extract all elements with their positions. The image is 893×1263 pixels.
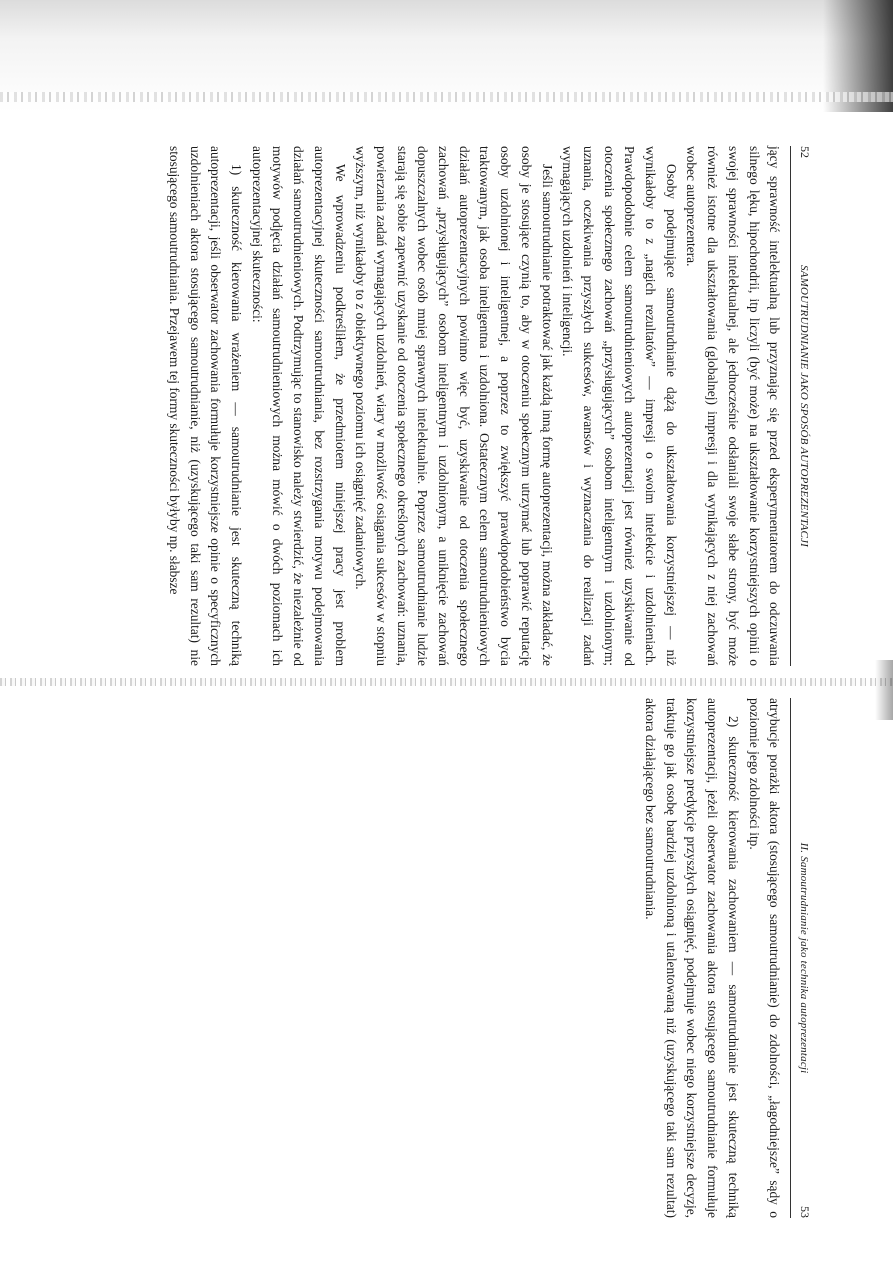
paragraph: Osoby podejmujące samoutrudnianie dążą do ukształtowania korzystniejszej — niż wynikałoby to z „nagich rezultatów” — impresji o swoim intelekcie i uzdolnieniach. Prawdopodobnie celem samoutrudnieniowych autoprezentacji jest również uzyskiwanie od otoczenia społecznego zachowań „przysługujących” osobom inteligentnym i uzdolnionym; uznania, oczekiwania przyszłych sukcesów, awansów i wyznaczania do realizacji zadań wymagających uzdolnień i inteligencji.: [560, 146, 679, 666]
binding-shadow-mid: [875, 660, 893, 720]
paragraph: 1) skuteczność kierowania wrażeniem — samoutrudnianie jest skuteczną techniką autoprezentacji, jeśli obserwator zachowania formułuje korzystniejsze opinie o specyficznych uzdolnieniach aktora stosującego samoutrudnianie, niż (uzyskującego taki sam rezultat) nie stosującego samoutrudniania. Przejawem tej formy skuteczności byłyby np. słabsze: [166, 146, 245, 666]
running-head-title: II. Samoutrudnianie jako technika autoprezentacji: [798, 842, 810, 1074]
paragraph: Jeśli samoutrudnianie potraktować jak każdą inną formę autoprezentacji, można zakładać, że osoby je stosujące czynią to, aby w otoczeniu społecznym utrzymać lub poprawić reputację osoby uzdolnionej i inteligentnej, a poprzez to zwiększyć prawdopodobieństwo bycia traktowanym, jak osoba inteligentna i uzdolniona. Ostatecznym celem samoutrudnieniowych działań autoprezentacyjnych powinno więc być, uzyskiwanie od otoczenia społecznego zachowań „przysługujących” osobom inteligentnym i uzdolnionym, a uniknięcie zachowań dopuszczalnych wobec osób mniej sprawnych intelektualnie. Poprzez samoutrudnianie ludzie starają się sobie zapewnić uzyskanie od otoczenia społecznego określonych zachowań: uznania, powierzania zadań wymagających uzdolnień, wiary w możliwość osiągania sukcesów w stopniu wyższym, niż wynikałoby to z obiektywnego poziomu ich osiągnięć zadaniowych.: [353, 146, 555, 666]
page-53: [639, 698, 815, 1218]
running-head-53: [790, 698, 815, 1218]
paragraph: 2) skuteczność kierowania zachowaniem — samoutrudnianie jest skuteczną techniką autoprezentacji, jeżeli obserwator zachowania aktora stosującego samoutrudnianie formułuje korzystniejsze predykcje przyszłych osiągnięć, podejmuje wobec niego korzystniejsze decyzje, traktuje go jak osobę bardziej uzdolnioną i utalentowaną niż (uzyskującego taki sam rezultat) aktora działającego bez samoutrudniania.: [643, 698, 741, 1218]
paragraph: jący sprawność intelektualną lub przyznając się przed eksperymentatorem do odczuwania silnego lęku, hipochondrii, itp liczyli (być może) na ukształtowanie korzystniejszych opinii o swojej sprawności intelektualnej, ale jednocześnie odsłaniali swoje słabe strony, być może również istotne dla ukształtowania (globalnej) impresji i dla wynikających z niej zachowań wobec autoprezentera.: [684, 146, 783, 666]
page-number: 53: [798, 1206, 812, 1218]
paragraph: We wprowadzeniu podkreśliłem, że przedmiotem niniejszej pracy jest problem autoprezentacyjnej skuteczności samoutrudniania, bez rozstrzygania motywu podejmowania działań samoutrudnieniowych. Podtrzymując to stanowisko należy stwierdzić, że niezależnie od motywów podjęcia działań samoutrudnieniowych można mówić o dwóch poziomach ich autoprezentacyjnej skuteczności:: [249, 146, 348, 666]
page-number: 52: [798, 146, 812, 158]
scan-noise: [0, 92, 893, 102]
page-52: [163, 146, 815, 666]
running-head-52: [790, 146, 815, 666]
paragraph: atrybucje porażki aktora (stosującego samoutrudnianie) do zdolności, „łagodniejsze” sądy o poziomie jego zdolności itp.: [746, 698, 783, 1218]
page-fold: [0, 678, 893, 686]
running-head-title: SAMOUTRUDNIANIE JAKO SPOSÓB AUTOPREZENTACJI: [798, 264, 810, 548]
